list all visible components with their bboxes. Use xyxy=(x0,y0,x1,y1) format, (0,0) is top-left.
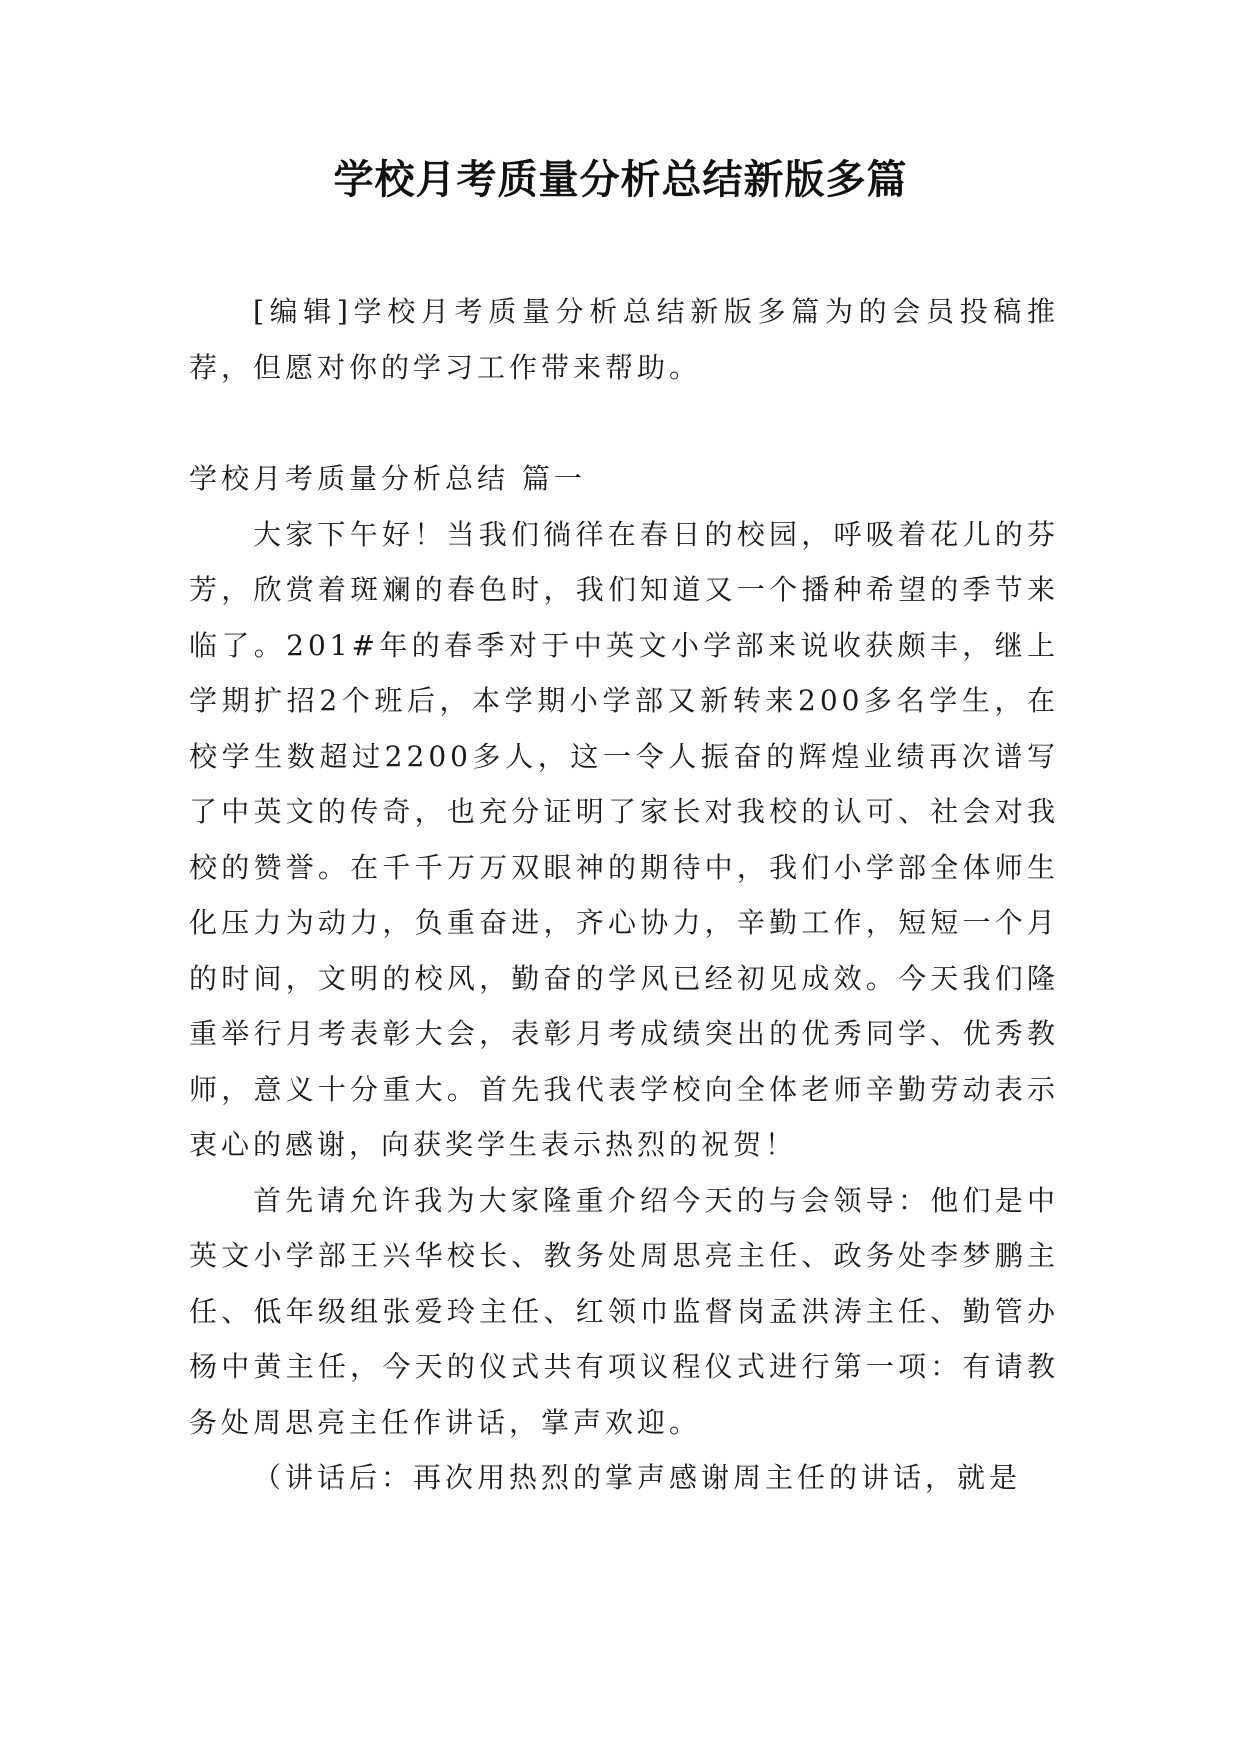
document-body xyxy=(189,284,1059,1506)
body-paragraph-3: （讲话后：再次用热烈的掌声感谢周主任的讲话，就是 xyxy=(253,1461,1022,1494)
body-paragraph-2: 首先请允许我为大家隆重介绍今天的与会领导：他们是中英文小学部王兴华校长、教务处周思亮主任、政务处李梦鹏主任、低年级组张爱玲主任、红领巾监督岗孟洪涛主任、勤管办杨中黄主任，今天的仪式共有项议程仪式进行第一项：有请教务处周思亮主任作讲话，掌声欢迎。 xyxy=(189,1183,1059,1439)
intro-paragraph: [编辑]学校月考质量分析总结新版多篇为的会员投稿推荐，但愿对你的学习工作带来帮助。 xyxy=(189,295,1059,384)
section-heading: 学校月考质量分析总结 篇一 xyxy=(189,462,586,495)
document-title: 学校月考质量分析总结新版多篇 xyxy=(333,157,908,203)
body-paragraph-1: 大家下午好！当我们徜徉在春日的校园，呼吸着花儿的芬芳，欣赏着斑斓的春色时，我们知道又一个播种希望的季节来临了。201#年的春季对于中英文小学部来说收获颇丰，继上学期扩招2个班后，本学期小学部又新转来200多名学生，在校学生数超过2200多人，这一令人振奋的辉煌业绩再次谱写了中英文的传奇，也充分证明了家长对我校的认可、社会对我校的赞誉。在千千万万双眼神的期待中，我们小学部全体师生化压力为动力，负重奋进，齐心协力，辛勤工作，短短一个月的时间，文明的校风，勤奋的学风已经初见成效。今天我们隆重举行月考表彰大会，表彰月考成绩突出的优秀同学、优秀教师，意义十分重大。首先我代表学校向全体老师辛勤劳动表示衷心的感谢，向获奖学生表示热烈的祝贺！ xyxy=(189,517,1059,1161)
